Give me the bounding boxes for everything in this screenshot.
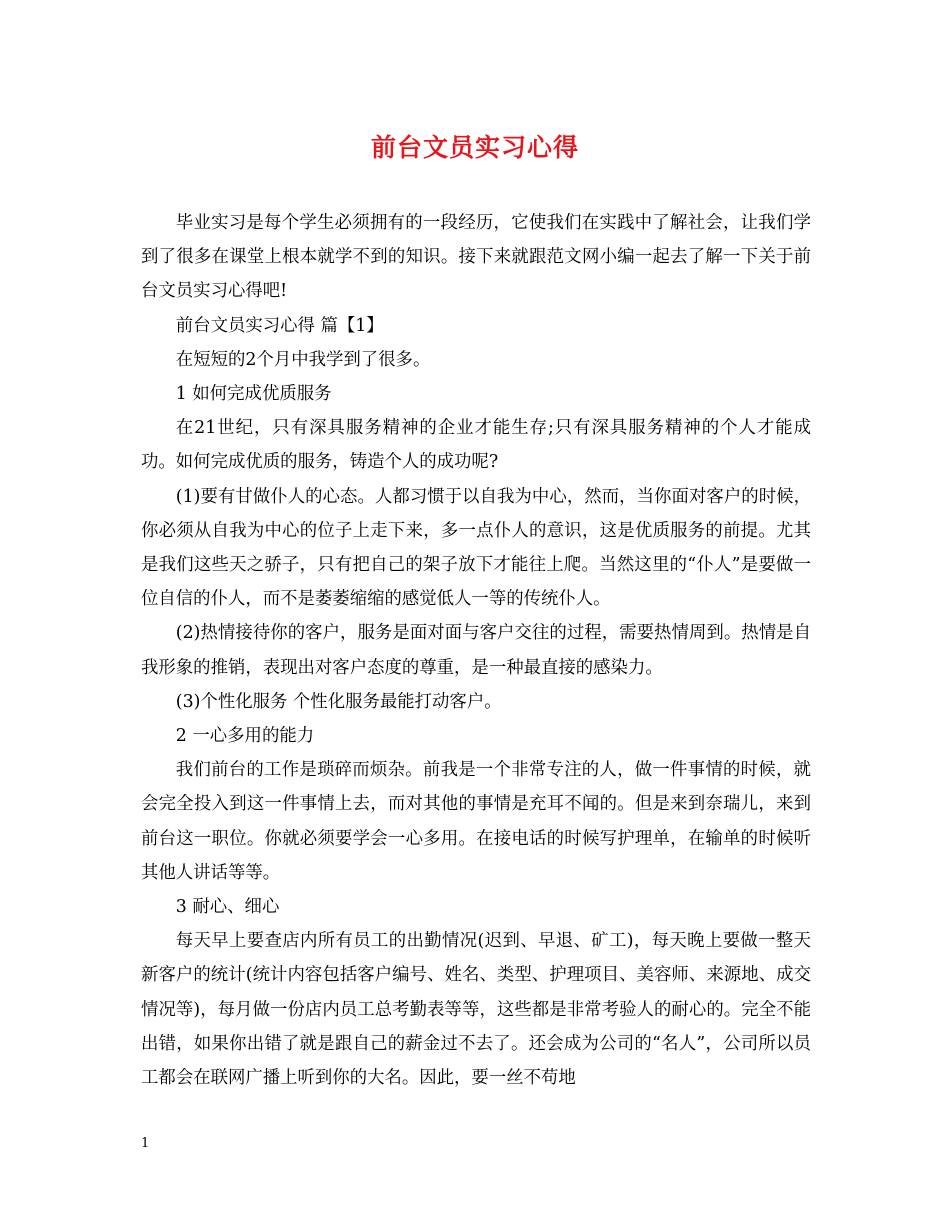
paragraph: 在短短的2个月中我学到了很多。: [175, 349, 431, 370]
document-title: 前台文员实习心得: [370, 133, 579, 162]
paragraph: 我们前台的工作是琐碎而烦杂。前我是一个非常专注的人，做一件事情的时候，就会完全投入到这一件事情上去，而对其他的事情是充耳不闻的。但是来到奈瑞儿，来到前台这一职位。你就必须要学会一心多用。在接电话的时候写护理单，在输单的时候听其他人讲话等等。: [141, 760, 811, 883]
section-heading-part-1: 前台文员实习心得 篇【1】: [175, 315, 384, 336]
document-body: [141, 206, 811, 1095]
subheading-multitasking: 2 一心多用的能力: [175, 726, 315, 747]
paragraph: 每天早上要查店内所有员工的出勤情况(迟到、早退、矿工)，每天晚上要做一整天新客户的统计(统计内容包括客户编号、姓名、类型、护理项目、美容师、来源地、成交情况等)，每月做一份店内员工总考勤表等等，这些都是非常考验人的耐心的。完全不能出错，如果你出错了就是跟自己的薪金过不去了。还会成为公司的“名人”，公司所以员工都会在联网广播上听到你的大名。因此，要一丝不苟地: [141, 931, 811, 1089]
subheading-patience: 3 耐心、细心: [175, 897, 280, 918]
paragraph: 在21世纪，只有深具服务精神的企业才能生存;只有深具服务精神的个人才能成功。如何完成优质的服务，铸造个人的成功呢?: [141, 418, 811, 473]
paragraph-point-2: (2)热情接待你的客户，服务是面对面与客户交往的过程，需要热情周到。热情是自我形象的推销，表现出对客户态度的尊重，是一种最直接的感染力。: [141, 623, 811, 678]
subheading-quality-service: 1 如何完成优质服务: [175, 384, 332, 405]
page-number: 1: [141, 1136, 150, 1151]
paragraph-intro: 毕业实习是每个学生必须拥有的一段经历，它使我们在实践中了解社会，让我们学到了很多在课堂上根本就学不到的知识。接下来就跟范文网小编一起去了解一下关于前台文员实习心得吧!: [141, 213, 811, 302]
paragraph-point-3: (3)个性化服务 个性化服务最能打动客户。: [175, 691, 502, 712]
paragraph-point-1: (1)要有甘做仆人的心态。人都习惯于以自我为中心，然而，当你面对客户的时候，你必须从自我为中心的位子上走下来，多一点仆人的意识，这是优质服务的前提。尤其是我们这些天之骄子，只有把自己的架子放下才能往上爬。当然这里的“仆人”是要做一位自信的仆人，而不是萎萎缩缩的感觉低人一等的传统仆人。: [141, 486, 811, 610]
